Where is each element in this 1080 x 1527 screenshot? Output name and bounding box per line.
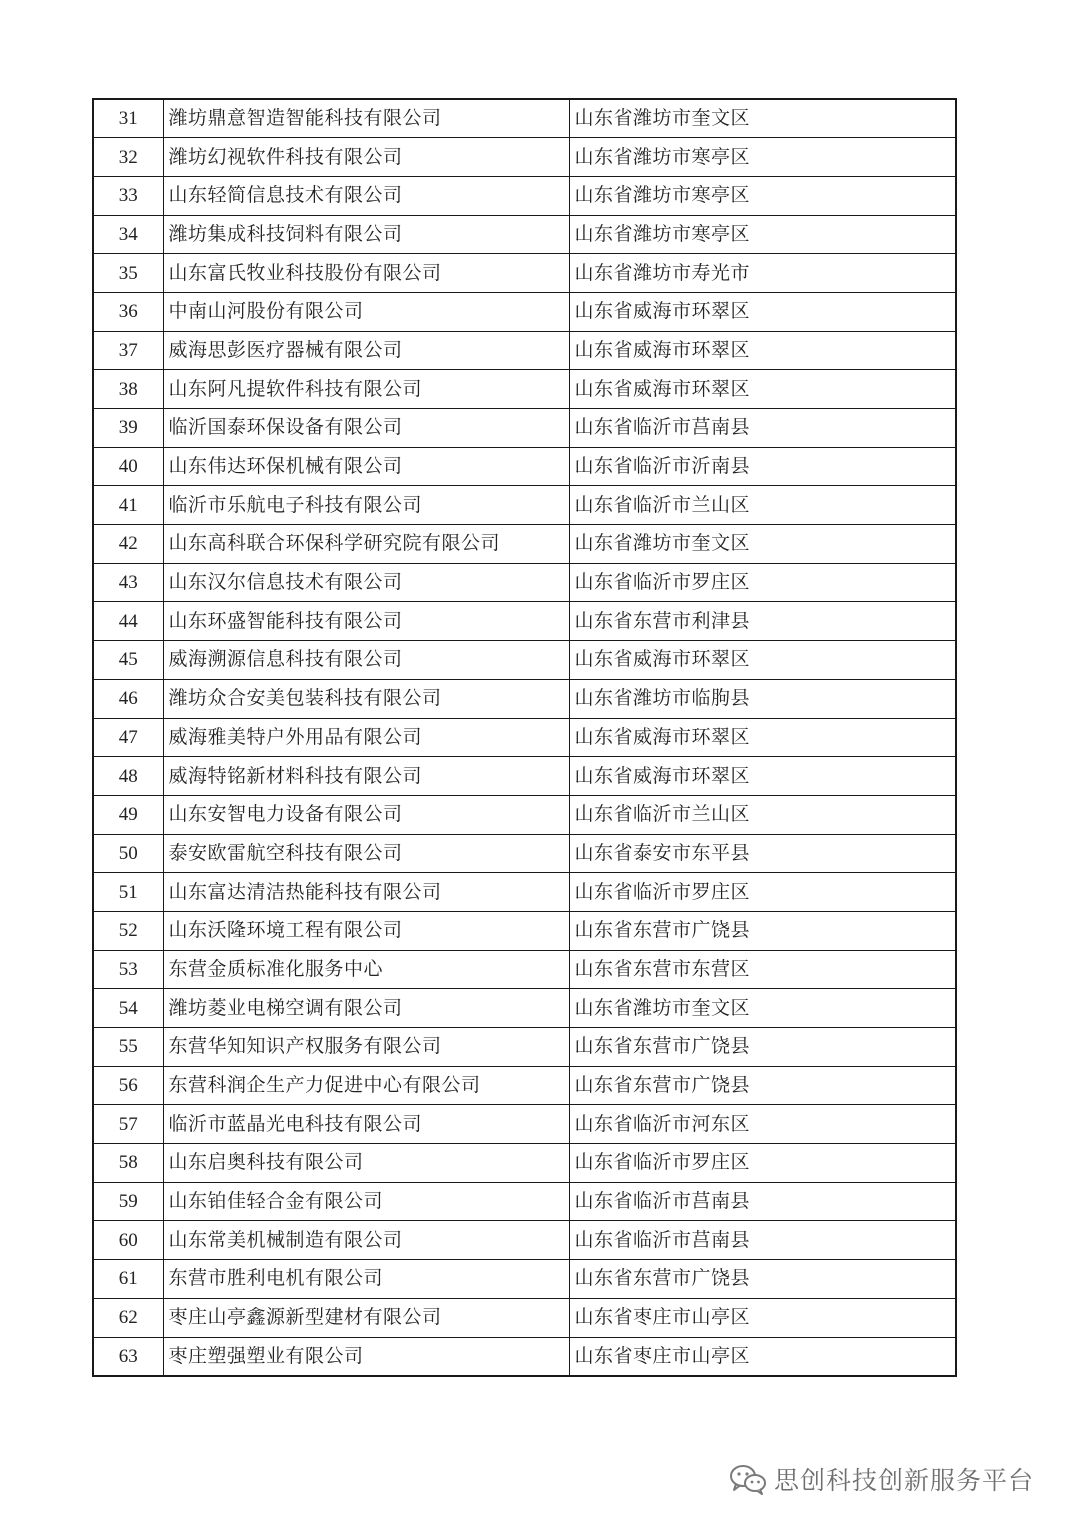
location-cell: 山东省东营市广饶县 bbox=[569, 1028, 956, 1067]
table-row bbox=[93, 292, 956, 331]
location-cell: 山东省临沂市罗庄区 bbox=[569, 873, 956, 912]
table-row bbox=[93, 911, 956, 950]
table-row bbox=[93, 989, 956, 1028]
table-row bbox=[93, 1144, 956, 1183]
location-cell: 山东省枣庄市山亭区 bbox=[569, 1298, 956, 1337]
location-cell: 山东省潍坊市寿光市 bbox=[569, 254, 956, 293]
company-name-cell: 东营科润企生产力促进中心有限公司 bbox=[163, 1066, 569, 1105]
table-row bbox=[93, 950, 956, 989]
company-name-cell: 潍坊菱业电梯空调有限公司 bbox=[163, 989, 569, 1028]
row-number-cell: 38 bbox=[93, 370, 163, 409]
company-name-cell: 山东沃隆环境工程有限公司 bbox=[163, 911, 569, 950]
company-name-cell: 威海特铭新材料科技有限公司 bbox=[163, 757, 569, 796]
table-row bbox=[93, 1298, 956, 1337]
company-name-cell: 潍坊幻视软件科技有限公司 bbox=[163, 138, 569, 177]
location-cell: 山东省威海市环翠区 bbox=[569, 757, 956, 796]
row-number-cell: 45 bbox=[93, 641, 163, 680]
row-number-cell: 52 bbox=[93, 911, 163, 950]
table-row bbox=[93, 1182, 956, 1221]
company-name-cell: 枣庄塑强塑业有限公司 bbox=[163, 1337, 569, 1376]
company-name-cell: 临沂市蓝晶光电科技有限公司 bbox=[163, 1105, 569, 1144]
row-number-cell: 51 bbox=[93, 873, 163, 912]
wechat-icon bbox=[728, 1463, 768, 1495]
table-row bbox=[93, 1066, 956, 1105]
location-cell: 山东省临沂市兰山区 bbox=[569, 795, 956, 834]
row-number-cell: 40 bbox=[93, 447, 163, 486]
row-number-cell: 32 bbox=[93, 138, 163, 177]
row-number-cell: 59 bbox=[93, 1182, 163, 1221]
location-cell: 山东省潍坊市寒亭区 bbox=[569, 138, 956, 177]
company-name-cell: 枣庄山亭鑫源新型建材有限公司 bbox=[163, 1298, 569, 1337]
location-cell: 山东省临沂市沂南县 bbox=[569, 447, 956, 486]
company-name-cell: 潍坊集成科技饲料有限公司 bbox=[163, 215, 569, 254]
location-cell: 山东省临沂市兰山区 bbox=[569, 486, 956, 525]
location-cell: 山东省潍坊市寒亭区 bbox=[569, 176, 956, 215]
location-cell: 山东省威海市环翠区 bbox=[569, 718, 956, 757]
company-name-cell: 威海雅美特户外用品有限公司 bbox=[163, 718, 569, 757]
row-number-cell: 36 bbox=[93, 292, 163, 331]
company-name-cell: 山东富氏牧业科技股份有限公司 bbox=[163, 254, 569, 293]
location-cell: 山东省东营市广饶县 bbox=[569, 911, 956, 950]
row-number-cell: 43 bbox=[93, 563, 163, 602]
company-name-cell: 威海溯源信息科技有限公司 bbox=[163, 641, 569, 680]
company-name-cell: 泰安欧雷航空科技有限公司 bbox=[163, 834, 569, 873]
company-name-cell: 山东启奥科技有限公司 bbox=[163, 1144, 569, 1183]
company-name-cell: 临沂市乐航电子科技有限公司 bbox=[163, 486, 569, 525]
company-name-cell: 东营市胜利电机有限公司 bbox=[163, 1260, 569, 1299]
table-row bbox=[93, 138, 956, 177]
location-cell: 山东省临沂市莒南县 bbox=[569, 409, 956, 448]
location-cell: 山东省临沂市莒南县 bbox=[569, 1221, 956, 1260]
location-cell: 山东省东营市广饶县 bbox=[569, 1260, 956, 1299]
location-cell: 山东省威海市环翠区 bbox=[569, 331, 956, 370]
location-cell: 山东省临沂市罗庄区 bbox=[569, 1144, 956, 1183]
table-row bbox=[93, 525, 956, 564]
table-row bbox=[93, 1337, 956, 1376]
company-name-cell: 中南山河股份有限公司 bbox=[163, 292, 569, 331]
row-number-cell: 35 bbox=[93, 254, 163, 293]
table-row bbox=[93, 409, 956, 448]
row-number-cell: 63 bbox=[93, 1337, 163, 1376]
table-row bbox=[93, 873, 956, 912]
company-name-cell: 山东高科联合环保科学研究院有限公司 bbox=[163, 525, 569, 564]
row-number-cell: 37 bbox=[93, 331, 163, 370]
table-row bbox=[93, 331, 956, 370]
row-number-cell: 46 bbox=[93, 679, 163, 718]
table-row bbox=[93, 1105, 956, 1144]
location-cell: 山东省潍坊市奎文区 bbox=[569, 989, 956, 1028]
location-cell: 山东省潍坊市寒亭区 bbox=[569, 215, 956, 254]
row-number-cell: 48 bbox=[93, 757, 163, 796]
company-name-cell: 潍坊鼎意智造智能科技有限公司 bbox=[163, 99, 569, 138]
table-row bbox=[93, 1260, 956, 1299]
row-number-cell: 54 bbox=[93, 989, 163, 1028]
location-cell: 山东省临沂市莒南县 bbox=[569, 1182, 956, 1221]
company-name-cell: 山东环盛智能科技有限公司 bbox=[163, 602, 569, 641]
row-number-cell: 53 bbox=[93, 950, 163, 989]
company-name-cell: 山东铂佳轻合金有限公司 bbox=[163, 1182, 569, 1221]
table-row bbox=[93, 834, 956, 873]
table-row bbox=[93, 176, 956, 215]
row-number-cell: 41 bbox=[93, 486, 163, 525]
row-number-cell: 57 bbox=[93, 1105, 163, 1144]
location-cell: 山东省东营市广饶县 bbox=[569, 1066, 956, 1105]
table-row bbox=[93, 215, 956, 254]
location-cell: 山东省威海市环翠区 bbox=[569, 370, 956, 409]
location-cell: 山东省东营市利津县 bbox=[569, 602, 956, 641]
watermark bbox=[728, 1459, 1034, 1499]
row-number-cell: 33 bbox=[93, 176, 163, 215]
company-name-cell: 东营华知知识产权服务有限公司 bbox=[163, 1028, 569, 1067]
location-cell: 山东省枣庄市山亭区 bbox=[569, 1337, 956, 1376]
company-name-cell: 山东富达清洁热能科技有限公司 bbox=[163, 873, 569, 912]
location-cell: 山东省潍坊市临朐县 bbox=[569, 679, 956, 718]
table-row bbox=[93, 602, 956, 641]
row-number-cell: 44 bbox=[93, 602, 163, 641]
table-row bbox=[93, 1221, 956, 1260]
location-cell: 山东省威海市环翠区 bbox=[569, 292, 956, 331]
row-number-cell: 49 bbox=[93, 795, 163, 834]
location-cell: 山东省潍坊市奎文区 bbox=[569, 525, 956, 564]
company-name-cell: 临沂国泰环保设备有限公司 bbox=[163, 409, 569, 448]
table-row bbox=[93, 679, 956, 718]
location-cell: 山东省泰安市东平县 bbox=[569, 834, 956, 873]
location-cell: 山东省潍坊市奎文区 bbox=[569, 99, 956, 138]
row-number-cell: 34 bbox=[93, 215, 163, 254]
table-row bbox=[93, 757, 956, 796]
table-row bbox=[93, 447, 956, 486]
company-name-cell: 东营金质标准化服务中心 bbox=[163, 950, 569, 989]
table-row bbox=[93, 99, 956, 138]
company-name-cell: 潍坊众合安美包装科技有限公司 bbox=[163, 679, 569, 718]
row-number-cell: 55 bbox=[93, 1028, 163, 1067]
row-number-cell: 50 bbox=[93, 834, 163, 873]
row-number-cell: 47 bbox=[93, 718, 163, 757]
company-name-cell: 山东轻简信息技术有限公司 bbox=[163, 176, 569, 215]
table-row bbox=[93, 254, 956, 293]
table-row bbox=[93, 563, 956, 602]
table-row bbox=[93, 486, 956, 525]
table-row bbox=[93, 795, 956, 834]
row-number-cell: 39 bbox=[93, 409, 163, 448]
table-row bbox=[93, 641, 956, 680]
company-name-cell: 威海思彭医疗器械有限公司 bbox=[163, 331, 569, 370]
row-number-cell: 61 bbox=[93, 1260, 163, 1299]
table-row bbox=[93, 718, 956, 757]
table-body bbox=[93, 99, 956, 1376]
row-number-cell: 56 bbox=[93, 1066, 163, 1105]
location-cell: 山东省临沂市河东区 bbox=[569, 1105, 956, 1144]
location-cell: 山东省威海市环翠区 bbox=[569, 641, 956, 680]
location-cell: 山东省东营市东营区 bbox=[569, 950, 956, 989]
company-name-cell: 山东常美机械制造有限公司 bbox=[163, 1221, 569, 1260]
watermark-text: 思创科技创新服务平台 bbox=[774, 1466, 1035, 1495]
company-name-cell: 山东汉尔信息技术有限公司 bbox=[163, 563, 569, 602]
row-number-cell: 31 bbox=[93, 99, 163, 138]
row-number-cell: 62 bbox=[93, 1298, 163, 1337]
row-number-cell: 60 bbox=[93, 1221, 163, 1260]
location-cell: 山东省临沂市罗庄区 bbox=[569, 563, 956, 602]
row-number-cell: 58 bbox=[93, 1144, 163, 1183]
company-name-cell: 山东阿凡提软件科技有限公司 bbox=[163, 370, 569, 409]
company-name-cell: 山东伟达环保机械有限公司 bbox=[163, 447, 569, 486]
company-name-cell: 山东安智电力设备有限公司 bbox=[163, 795, 569, 834]
company-list-table bbox=[92, 98, 957, 1377]
table-row bbox=[93, 370, 956, 409]
row-number-cell: 42 bbox=[93, 525, 163, 564]
table-row bbox=[93, 1028, 956, 1067]
